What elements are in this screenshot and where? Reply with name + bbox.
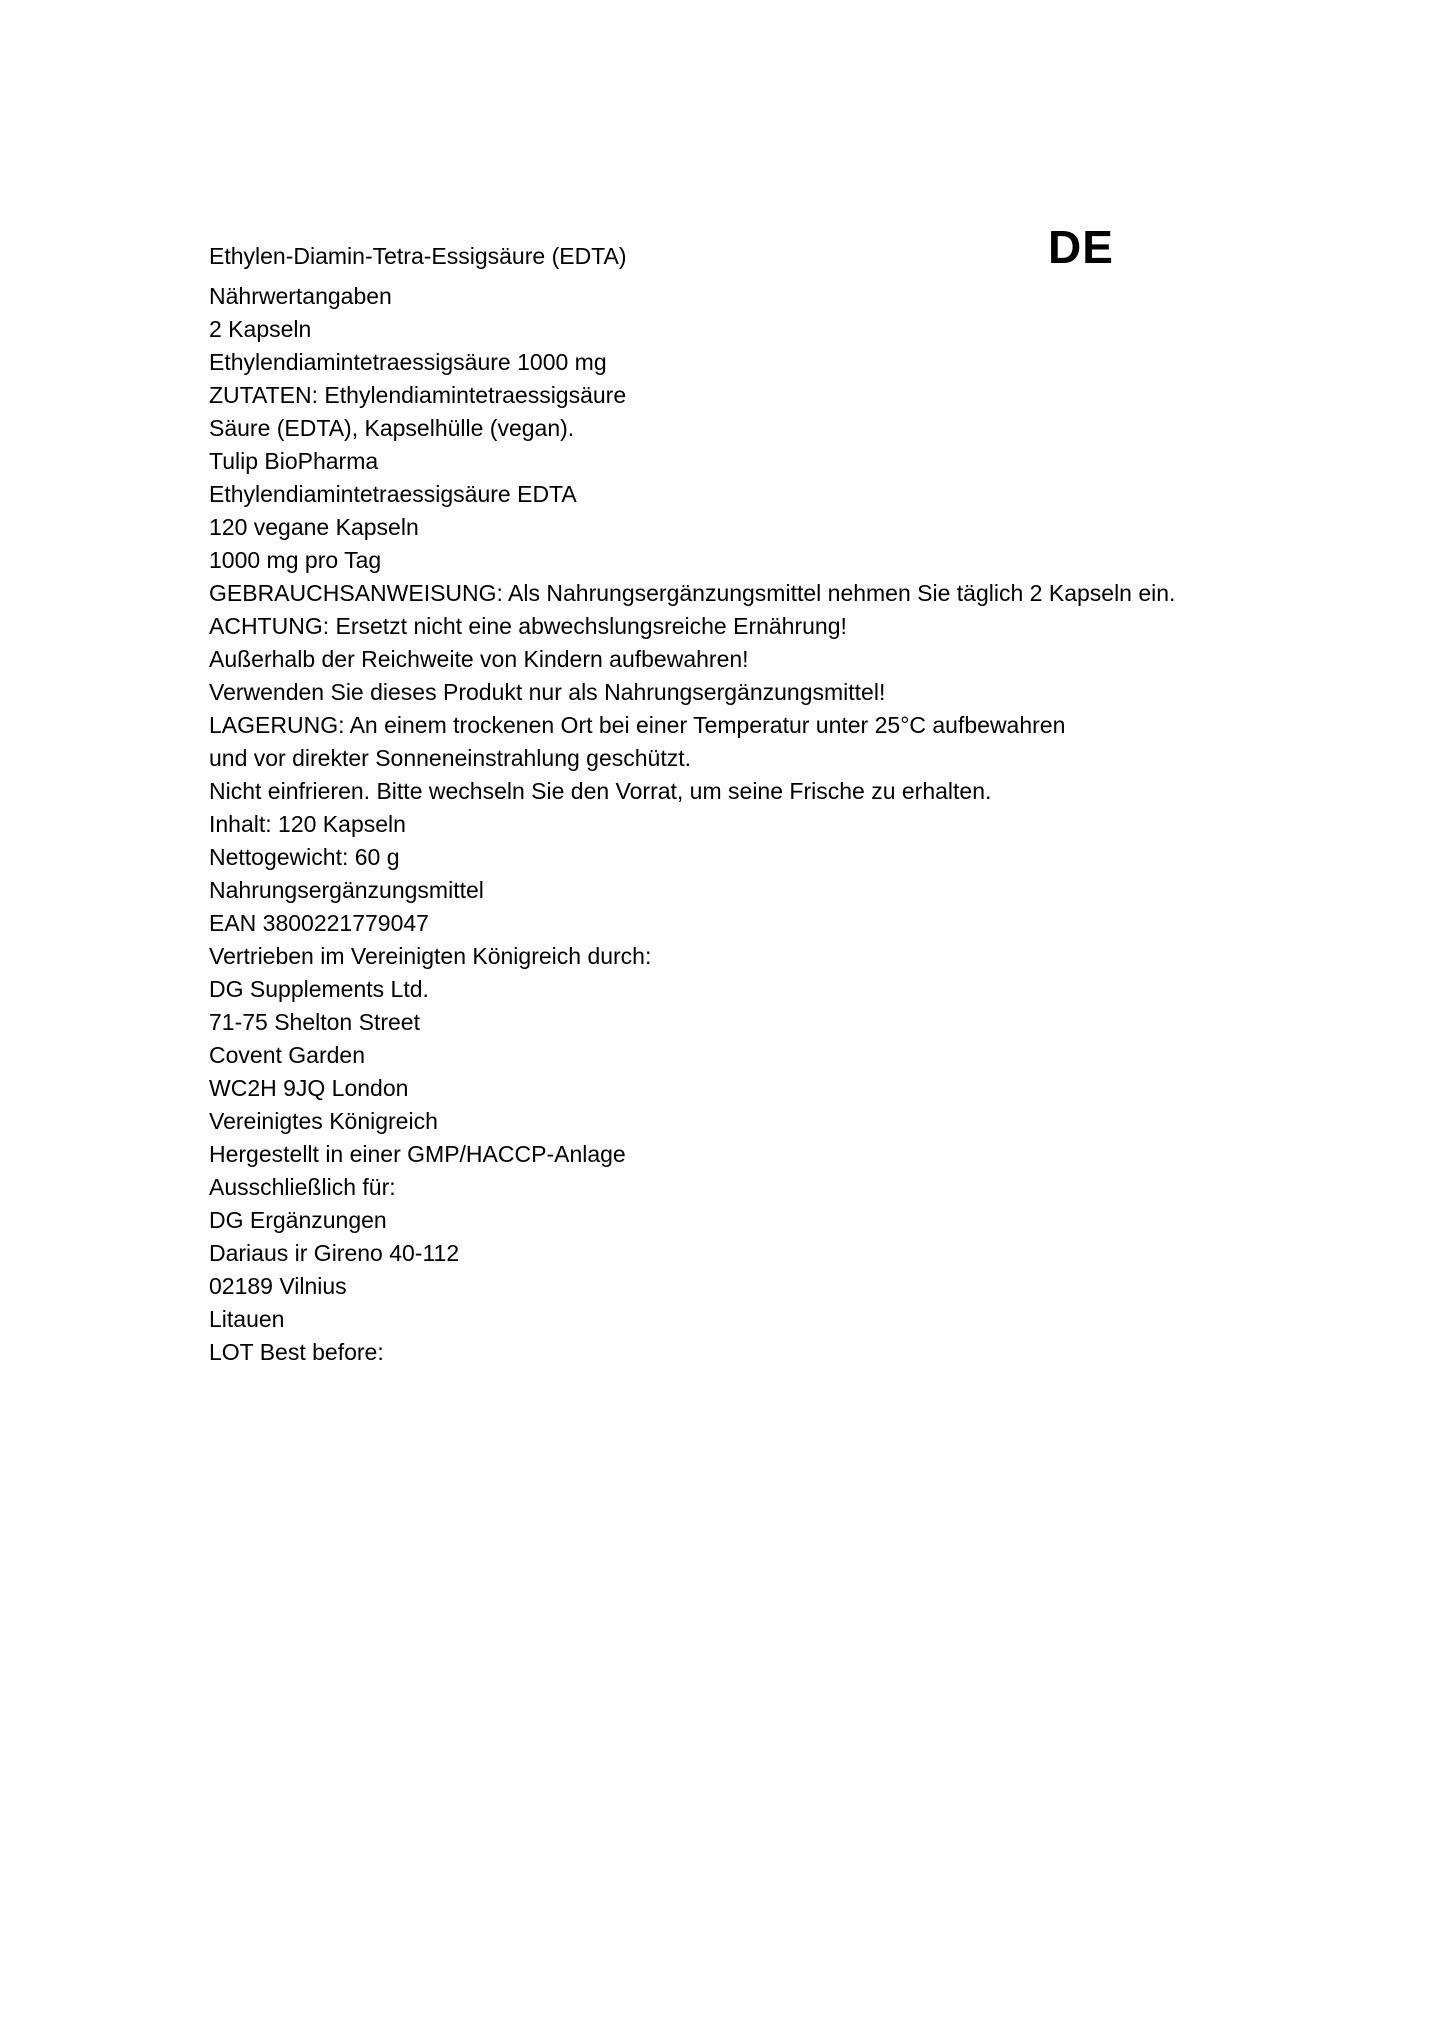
text-line: Ethylendiamintetraessigsäure EDTA <box>209 481 577 507</box>
text-line: Dariaus ir Gireno 40-112 <box>209 1240 460 1266</box>
text-line: 1000 mg pro Tag <box>209 547 382 573</box>
text-line: Säure (EDTA), Kapselhülle (vegan). <box>209 415 575 441</box>
text-line: Litauen <box>209 1306 285 1332</box>
text-line: 71-75 Shelton Street <box>209 1009 420 1035</box>
text-line: Nahrungsergänzungsmittel <box>209 877 484 903</box>
text-line: ACHTUNG: Ersetzt nicht eine abwechslungsreiche Ernährung! <box>209 613 847 639</box>
text-line: Nettogewicht: 60 g <box>209 844 400 870</box>
text-line: Außerhalb der Reichweite von Kindern aufbewahren! <box>209 646 749 672</box>
text-line: DG Supplements Ltd. <box>209 976 429 1002</box>
text-line: Nährwertangaben <box>209 283 392 309</box>
text-line: Vereinigtes Königreich <box>209 1108 438 1134</box>
text-line: Tulip BioPharma <box>209 448 379 474</box>
text-line: Ethylendiamintetraessigsäure 1000 mg <box>209 349 607 375</box>
text-line: und vor direkter Sonneneinstrahlung geschützt. <box>209 745 692 771</box>
text-line: ZUTATEN: Ethylendiamintetraessigsäure <box>209 382 627 408</box>
text-line: Ausschließlich für: <box>209 1174 396 1200</box>
text-line: GEBRAUCHSANWEISUNG: Als Nahrungsergänzungsmittel nehmen Sie täglich 2 Kapseln ein. <box>209 580 1176 606</box>
text-line: EAN 3800221779047 <box>209 910 429 936</box>
label-text-lines <box>209 280 1175 1369</box>
text-line: LAGERUNG: An einem trockenen Ort bei einer Temperatur unter 25°C aufbewahren <box>209 712 1066 738</box>
text-line: 2 Kapseln <box>209 316 312 342</box>
product-title: Ethylen-Diamin-Tetra-Essigsäure (EDTA) <box>209 243 627 269</box>
text-line: Hergestellt in einer GMP/HACCP-Anlage <box>209 1141 626 1167</box>
text-line: Verwenden Sie dieses Produkt nur als Nahrungsergänzungsmittel! <box>209 679 886 705</box>
text-line: 02189 Vilnius <box>209 1273 347 1299</box>
text-line: Covent Garden <box>209 1042 365 1068</box>
language-code: DE <box>1048 221 1114 273</box>
text-line: 120 vegane Kapseln <box>209 514 419 540</box>
text-line: Vertrieben im Vereinigten Königreich durch: <box>209 943 652 969</box>
text-line: Inhalt: 120 Kapseln <box>209 811 406 837</box>
text-line: LOT Best before: <box>209 1339 384 1365</box>
text-line: DG Ergänzungen <box>209 1207 387 1233</box>
text-line: WC2H 9JQ London <box>209 1075 409 1101</box>
text-line: Nicht einfrieren. Bitte wechseln Sie den Vorrat, um seine Frische zu erhalten. <box>209 778 992 804</box>
